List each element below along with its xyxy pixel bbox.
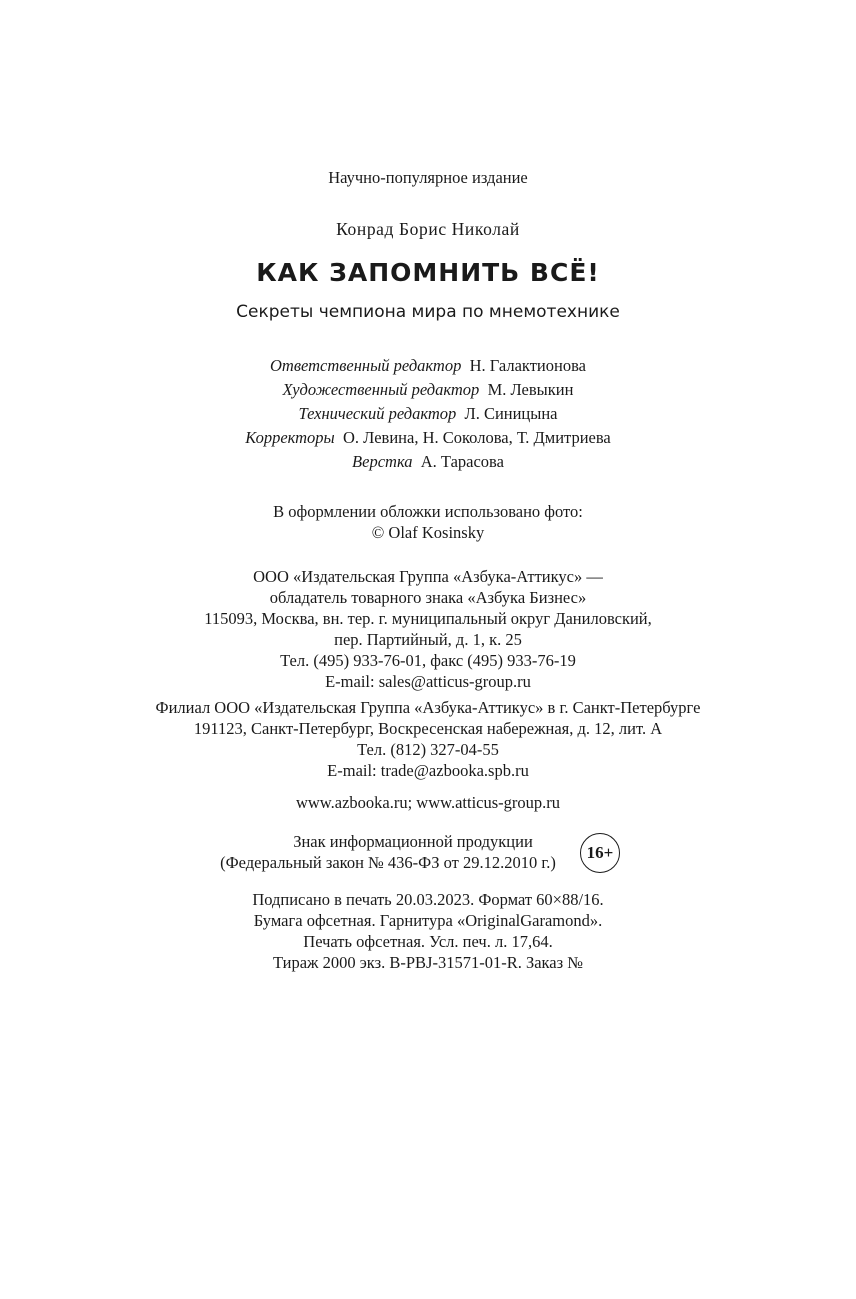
publisher-email: E-mail: sales@atticus-group.ru [325, 672, 531, 691]
credit-name: А. Тарасова [420, 452, 504, 471]
credit-line [0, 428, 856, 448]
book-subtitle: Секреты чемпиона мира по мнемотехнике [236, 302, 620, 322]
edition-type: Научно-популярное издание [328, 168, 528, 187]
credit-name: Л. Синицына [464, 404, 558, 423]
credit-role: Верстка [352, 452, 413, 471]
websites: www.azbooka.ru; www.atticus-group.ru [295, 793, 561, 812]
credit-line [0, 452, 856, 472]
credit-name: Н. Галактионова [469, 356, 586, 375]
publisher-line: пер. Партийный, д. 1, к. 25 [334, 630, 522, 649]
age-sign-law: (Федеральный закон № 436-ФЗ от 29.12.2010 г.) [220, 853, 556, 872]
credit-line [0, 404, 856, 424]
print-info-line: Тираж 2000 экз. B-PBJ-31571-01-R. Заказ № [272, 953, 584, 972]
credit-role: Художественный редактор [282, 380, 480, 399]
credit-line [0, 380, 856, 400]
branch-line: 191123, Санкт-Петербург, Воскресенская набережная, д. 12, лит. А [193, 719, 663, 738]
branch-email: E-mail: trade@azbooka.spb.ru [327, 761, 529, 780]
credit-line [0, 356, 856, 376]
age-sign-label: Знак информационной продукции [293, 832, 533, 851]
branch-line: Филиал ООО «Издательская Группа «Азбука-Аттикус» в г. Санкт-Петербурге [155, 698, 701, 717]
branch-line: Тел. (812) 327-04-55 [357, 740, 499, 759]
cover-photo-note: В оформлении обложки использовано фото: [273, 502, 583, 521]
cover-photo-credit: © Olaf Kosinsky [371, 523, 485, 542]
credit-role: Корректоры [245, 428, 335, 447]
publisher-line: Тел. (495) 933-76-01, факс (495) 933-76-19 [280, 651, 576, 670]
publisher-line: 115093, Москва, вн. тер. г. муниципальный округ Даниловский, [204, 609, 652, 628]
publisher-line: обладатель товарного знака «Азбука Бизнес» [269, 588, 587, 607]
print-info-line: Бумага офсетная. Гарнитура «OriginalGaramond». [253, 911, 603, 930]
credit-role: Технический редактор [298, 404, 457, 423]
credit-name: М. Левыкин [487, 380, 574, 399]
age-rating-badge: 16+ [580, 833, 620, 873]
print-info-line: Печать офсетная. Усл. печ. л. 17,64. [303, 932, 553, 951]
credit-role: Ответственный редактор [270, 356, 462, 375]
credit-name: О. Левина, Н. Соколова, Т. Дмитриева [342, 428, 611, 447]
publisher-line: ООО «Издательская Группа «Азбука-Аттикус» — [253, 567, 603, 586]
book-title: КАК ЗАПОМНИТЬ ВСЁ! [256, 258, 600, 287]
author-name: Конрад Борис Николай [336, 219, 520, 239]
print-info-line: Подписано в печать 20.03.2023. Формат 60×88/16. [252, 890, 604, 909]
